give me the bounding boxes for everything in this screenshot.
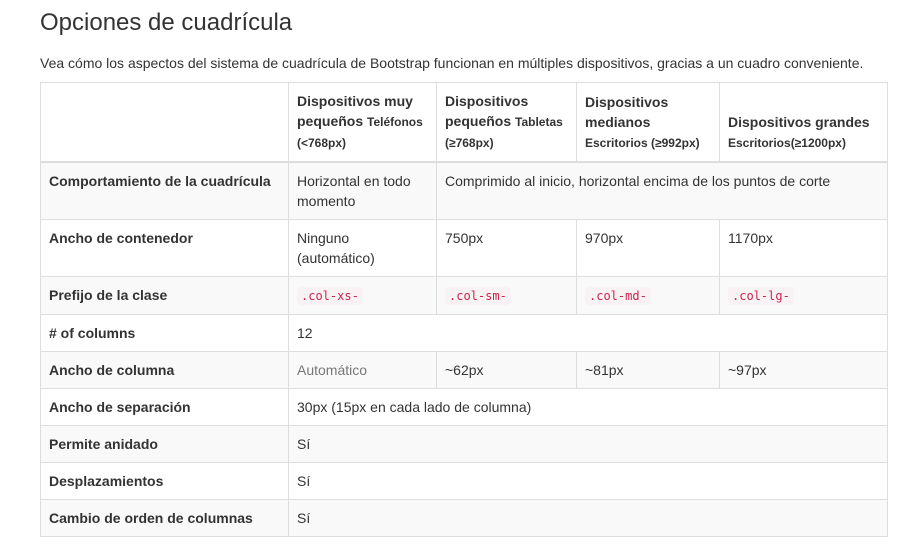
lead-paragraph: Vea cómo los aspectos del sistema de cuadrícula de Bootstrap funcionan en múltiples dispositivos, gracias a un cuadro conveniente. [40,55,864,71]
page-title: Opciones de cuadrícula [40,9,293,36]
cell-value [577,277,720,315]
class-prefix-code: .col-lg- [728,287,794,305]
class-prefix-code: .col-xs- [297,287,363,305]
header-lg [720,83,888,163]
cell-value [437,277,577,315]
cell-value: 12 [289,315,888,352]
row-label: Comportamiento de la cuadrícula [41,162,289,220]
header-sm [437,83,577,163]
row-label: Prefijo de la clase [41,277,289,315]
cell-value: Sí [289,500,888,537]
cell-value: ~97px [720,352,888,389]
cell-value [720,277,888,315]
cell-value: Comprimido al inicio, horizontal encima de los puntos de corte [437,162,888,220]
table-row [41,389,888,426]
header-xs-title: Dispositivos muy pequeños [297,93,413,129]
cell-value: Horizontal en todo momento [289,162,437,220]
header-lg-title: Dispositivos grandes [728,114,870,130]
table-row [41,352,888,389]
table-row [41,277,888,315]
table-row [41,162,888,220]
header-lg-small: Escritorios(≥1200px) [728,136,846,150]
header-sm-title: Dispositivos pequeños [445,93,529,129]
table-row [41,315,888,352]
cell-value: Automático [289,352,437,389]
table-row [41,220,888,277]
cell-value: Sí [289,426,888,463]
grid-options-section [40,0,887,537]
cell-value: ~62px [437,352,577,389]
row-label: Desplazamientos [41,463,289,500]
table-row [41,426,888,463]
cell-value: Sí [289,463,888,500]
row-label: Ancho de separación [41,389,289,426]
row-label: Ancho de contenedor [41,220,289,277]
table-header-row [41,83,888,163]
cell-value: 30px (15px en cada lado de columna) [289,389,888,426]
cell-value: ~81px [577,352,720,389]
header-md-small: Escritorios (≥992px) [585,136,700,150]
class-prefix-code: .col-sm- [445,287,511,305]
grid-options-table [40,82,888,537]
table-row [41,463,888,500]
row-label: Permite anidado [41,426,289,463]
header-sm-small: Tabletas (≥768px) [445,115,563,150]
header-empty-cell [41,83,289,163]
cell-value: 970px [577,220,720,277]
header-xs-small: Teléfonos (<768px) [297,115,423,150]
cell-value [289,277,437,315]
cell-value: 1170px [720,220,888,277]
cell-value: Ninguno (automático) [289,220,437,277]
header-md-title: Dispositivos medianos [585,94,669,130]
row-label: Ancho de columna [41,352,289,389]
row-label: Cambio de orden de columnas [41,500,289,537]
row-label: # of columns [41,315,289,352]
cell-value: 750px [437,220,577,277]
header-md [577,83,720,163]
class-prefix-code: .col-md- [585,287,651,305]
header-xs [289,83,437,163]
table-row [41,500,888,537]
